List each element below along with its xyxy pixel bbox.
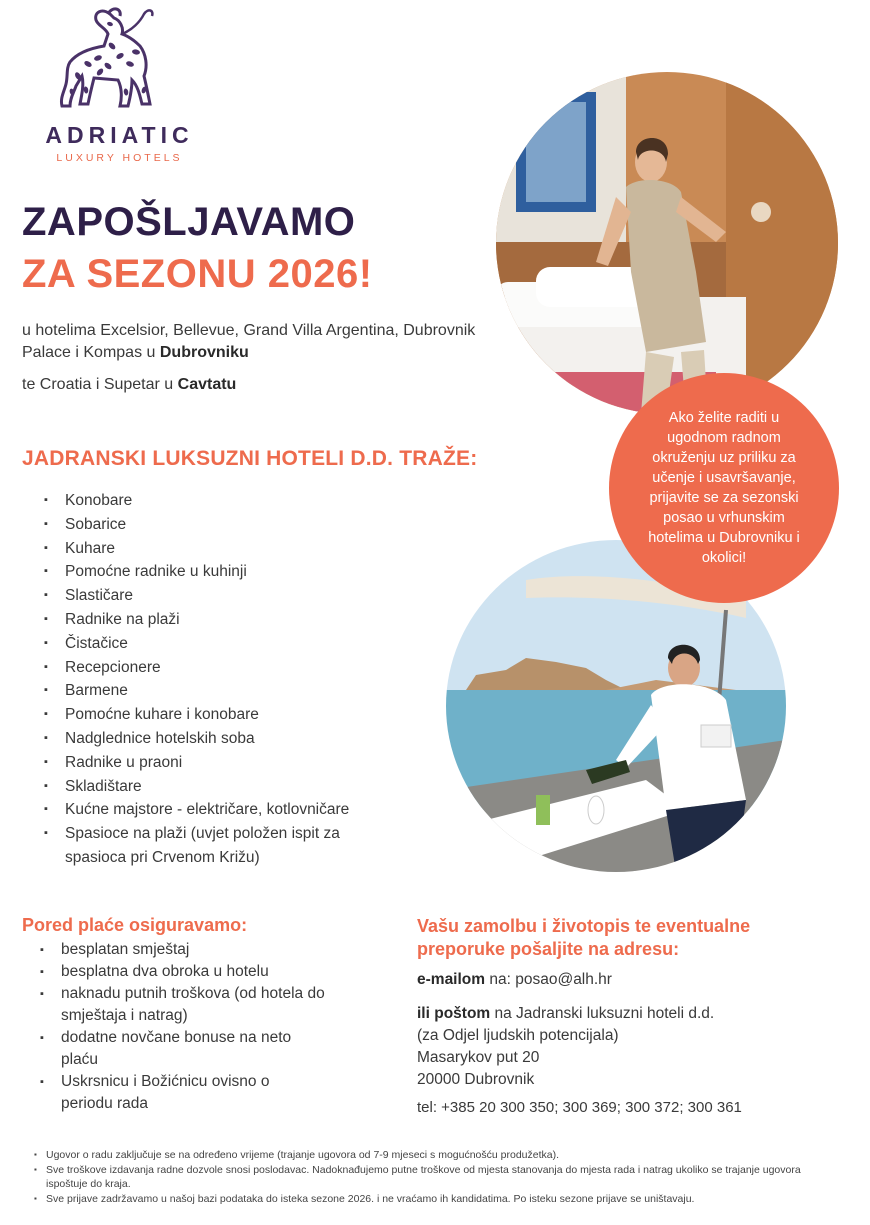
list-item: ▪ Čistačice xyxy=(44,632,404,656)
brand-subtitle: LUXURY HOTELS xyxy=(56,152,183,164)
contact-telephone: tel: +385 20 300 350; 300 369; 300 372; 300 361 xyxy=(417,1099,742,1116)
list-item: ▪ Spasioce na plaži (uvjet položen ispit za spasioca pri Crvenom Križu) xyxy=(44,822,375,870)
intro-hotels: u hotelima Excelsior, Bellevue, Grand Villa Argentina, Dubrovnik Palace i Kompas u Dubrovniku xyxy=(22,322,476,361)
callout-circle xyxy=(609,373,839,603)
list-item: ▪ Slastičare xyxy=(44,584,404,608)
list-item: ▪ Pomoćne kuhare i konobare xyxy=(44,703,404,727)
housekeeper-photo xyxy=(496,72,838,414)
jaguar-logo-icon xyxy=(48,6,178,114)
list-item: ▪ Nadglednice hotelskih soba xyxy=(44,727,404,751)
list-item: ▪ naknadu putnih troškova (od hotela do smještaja i natrag) xyxy=(40,983,331,1027)
benefits-list xyxy=(40,939,340,1115)
footnotes xyxy=(34,1148,834,1206)
contact-post: ili poštom na Jadranski luksuzni hoteli d.d. (za Odjel ljudskih potencijala) Masarykov put 20 20000 Dubrovnik xyxy=(417,1005,715,1088)
brand-name: ADRIATIC xyxy=(45,122,194,148)
list-item: ▪ besplatna dva obroka u hotelu xyxy=(40,961,340,983)
email-address[interactable]: na: posao@alh.hr xyxy=(485,971,612,988)
jobs-list xyxy=(44,489,404,870)
list-item: ▪ Kućne majstore - električare, kotlovničare xyxy=(44,798,404,822)
headline-line-1: ZAPOŠLJAVAMO xyxy=(22,200,356,244)
footnote: ▪ Sve troškove izdavanja radne dozvole snosi poslodavac. Nadoknađujemo putne troškove od mjesta stanovanja do mjesta rada i natrag ukoliko se trajanje ugovora ispoštuje do kraja. xyxy=(34,1163,834,1192)
list-item: ▪ dodatne novčane bonuse na neto plaću xyxy=(40,1027,331,1071)
list-item: ▪ Radnike na plaži xyxy=(44,608,404,632)
list-item: ▪ Kuhare xyxy=(44,537,404,561)
footnote: ▪ Sve prijave zadržavamo u našoj bazi podataka do isteka sezone 2026. i ne vraćamo ih kandidatima. Po isteku sezone prijave se uništavaju. xyxy=(34,1192,834,1207)
list-item: ▪ Barmene xyxy=(44,679,404,703)
benefits-heading: Pored plaće osiguravamo: xyxy=(22,915,248,935)
list-item: ▪ Pomoćne radnike u kuhinji xyxy=(44,560,404,584)
list-item: ▪ Konobare xyxy=(44,489,404,513)
callout-text: Ako želite raditi u ugodnom radnom okruženju uz priliku za učenje i usavršavanje, prijavite se za sezonski posao u vrhunskim hotelima u Dubrovniku i okolici! xyxy=(648,410,800,566)
list-item: ▪ Uskrsnicu i Božićnicu ovisno o periodu rada xyxy=(40,1071,311,1115)
contact-email: e-mailom na: posao@alh.hr xyxy=(417,971,612,988)
contact-heading: Vašu zamolbu i životopis te eventualne preporuke pošaljite na adresu: xyxy=(417,916,751,959)
list-item: ▪ besplatan smještaj xyxy=(40,939,340,961)
intro-cavtat: te Croatia i Supetar u Cavtatu xyxy=(22,376,237,393)
list-item: ▪ Recepcionere xyxy=(44,656,404,680)
list-item: ▪ Skladištare xyxy=(44,775,404,799)
jobs-heading: JADRANSKI LUKSUZNI HOTELI D.D. TRAŽE: xyxy=(22,447,478,470)
list-item: ▪ Radnike u praoni xyxy=(44,751,404,775)
footnote: ▪ Ugovor o radu zaključuje se na određeno vrijeme (trajanje ugovora od 7-9 mjeseci s mogućnošću produžetka). xyxy=(34,1148,834,1163)
headline-line-2: ZA SEZONU 2026! xyxy=(22,252,373,296)
list-item: ▪ Sobarice xyxy=(44,513,404,537)
